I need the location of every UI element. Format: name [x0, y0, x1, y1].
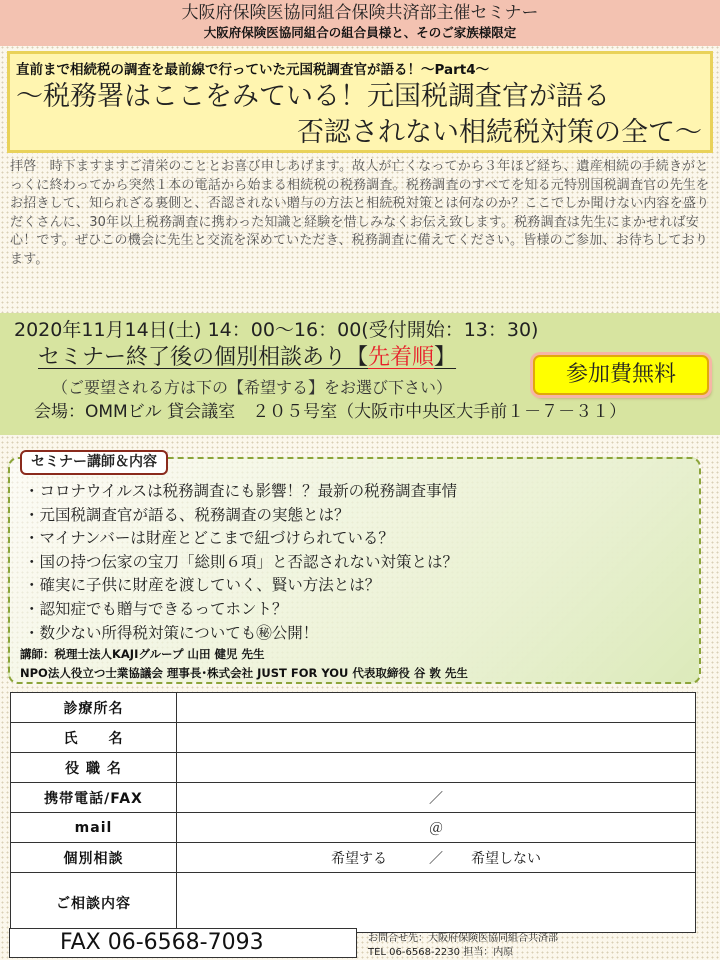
phone-fax-field[interactable]: ／	[177, 783, 696, 813]
form-row-name	[11, 723, 696, 753]
form-row-phone	[11, 783, 696, 813]
free-fee-badge: 参加費無料	[533, 355, 709, 395]
application-form	[10, 692, 696, 933]
position-label: 役 職 名	[11, 753, 177, 783]
form-row-mail	[11, 813, 696, 843]
intro-paragraph: 拝啓 時下ますますご清栄のこととお喜び申しあげます。故人が亡くなってから３年ほど経ち、遺産相続の手続きがとっくに終わってから突然１本の電話から始まる相続税の税務調査。税務調査のすべてを知る元特別国税調査官の先生をお招きして、知られざる裏側と、否認されない贈与の方法と相続税対策とは何なのか？ここでしか聞けない内容を盛りだくさんに、30年以上税務調査に携わった知識と経験を惜しみなくお伝え致します。税務調査は先生にまかせれば安心！です。ぜひこの機会に先生と交流を深めていただき、税務調査に備えてください。皆様のご参加、お待ちしております。	[10, 159, 710, 267]
consultation-choice[interactable]: 希望する ／ 希望しない	[177, 843, 696, 873]
seminar-host-title: 大阪府保険医協同組合保険共済部主催セミナー	[181, 3, 539, 23]
first-come-highlight: 先着順	[368, 345, 435, 370]
consultation-content-label: ご相談内容	[11, 873, 177, 933]
contact-phone: TEL 06-6568-2230 担当：内原	[368, 947, 514, 958]
consultation-notice	[38, 344, 456, 372]
title-tagline: 直前まで相続税の調査を最前線で行っていた元国税調査官が語る！～Part4～	[16, 62, 490, 78]
position-field[interactable]	[177, 753, 696, 783]
event-date: 2020年11月14日(土) 14：00～16：00(受付開始：13：30)	[14, 319, 539, 341]
topic-item: ・確実に子供に財産を渡していく、賢い方法とは？	[24, 576, 381, 595]
clinic-name-label: 診療所名	[11, 693, 177, 723]
lecturer-2: NPO法人役立つ士業協議会 理事長･株式会社 JUST FOR YOU 代表取締役 谷 敦 先生	[20, 666, 468, 680]
name-field[interactable]	[177, 723, 696, 753]
venue-info: 会場：OMMビル 貸会議室 ２０５号室（大阪市中央区大手前１－７－３１）	[34, 402, 627, 422]
mail-field[interactable]: ＠	[177, 813, 696, 843]
form-row-consult-content	[11, 873, 696, 933]
consultation-label: 個別相談	[11, 843, 177, 873]
topic-item: ・マイナンバーは財産とどこまで紐づけられている？	[24, 529, 394, 548]
phone-fax-label: 携帯電話/FAX	[11, 783, 177, 813]
mail-label: mail	[11, 813, 177, 843]
consultation-content-field[interactable]	[177, 873, 696, 933]
topic-item: ・国の持つ伝家の宝刀「総則６項」と否認されない対策とは？	[24, 552, 459, 571]
topic-item: ・元国税調査官が語る、税務調査の実態とは？	[24, 505, 350, 524]
lecturer-1: 講師：税理士法人KAJIグループ 山田 健児 先生	[20, 647, 265, 661]
main-title-line1: ～税務署はここをみている！元国税調査官が語る	[16, 81, 610, 112]
section-label: セミナー講師＆内容	[20, 450, 168, 475]
main-title-line2: 否認されない相続税対策の全て～	[297, 117, 702, 148]
clinic-name-field[interactable]	[177, 693, 696, 723]
fax-number: FAX 06-6568-7093	[9, 928, 357, 958]
form-row-consult	[11, 843, 696, 873]
consultation-prefix: セミナー終了後の個別相談あり【	[38, 345, 369, 370]
consultation-instruction: （ご要望される方は下の【希望する】をお選び下さい）	[52, 378, 453, 397]
topic-item: ・認知症でも贈与できるってホント？	[24, 599, 288, 618]
form-row-position	[11, 753, 696, 783]
topic-list	[24, 480, 458, 645]
topic-item: ・数少ない所得税対策についても㊙公開！	[24, 623, 319, 642]
contact-organization: お問合せ先：大阪府保険医協同組合共済部	[368, 933, 558, 944]
consultation-suffix: 】	[434, 345, 457, 370]
title-box	[7, 51, 713, 153]
audience-note: 大阪府保険医協同組合の組合員様と、そのご家族様限定	[203, 25, 517, 40]
form-row-clinic	[11, 693, 696, 723]
name-label: 氏 名	[11, 723, 177, 753]
header-banner	[0, 0, 720, 46]
topic-item: ・コロナウイルスは税務調査にも影響！？最新の税務調査事情	[24, 482, 458, 500]
